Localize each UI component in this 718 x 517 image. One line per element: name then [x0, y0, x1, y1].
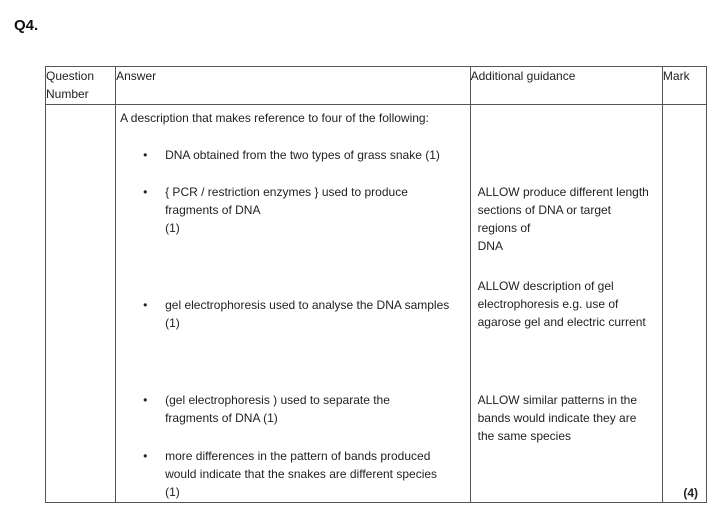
mark-scheme-table	[45, 66, 707, 503]
mark-cell	[662, 105, 706, 503]
guidance-line: ALLOW description of gel	[477, 279, 614, 293]
bullet-line: DNA obtained from the two types of grass snake (1)	[165, 148, 440, 162]
answer-bullet-2	[143, 183, 485, 237]
bullet-line: gel electrophoresis used to analyse the DNA samples	[165, 298, 450, 312]
bullet-dot-icon: •	[143, 393, 148, 407]
bullet-line: (1)	[165, 316, 180, 330]
guidance-line: ALLOW produce different length	[477, 185, 649, 199]
answer-intro: A description that makes reference to four of the following:	[120, 111, 429, 125]
guidance-line: sections of DNA or target	[477, 203, 612, 217]
guidance-line: ALLOW similar patterns in the	[477, 393, 638, 407]
header-mark: Mark	[662, 67, 706, 105]
bullet-dot-icon: •	[143, 185, 148, 199]
guidance-line: agarose gel and electric current	[477, 315, 646, 329]
bullet-line: (gel electrophoresis ) used to separate the	[165, 393, 390, 407]
bullet-line: (1)	[165, 221, 180, 235]
header-question-number: Question Number	[46, 67, 116, 105]
header-row	[46, 67, 707, 105]
answer-bullet-3	[143, 296, 485, 332]
guidance-line: DNA	[477, 239, 503, 253]
bullet-line: { PCR / restriction enzymes } used to produce	[165, 185, 408, 199]
question-number-cell	[46, 105, 116, 503]
bullet-line: fragments of DNA	[165, 203, 261, 217]
guidance-note-1	[478, 183, 662, 255]
bullet-dot-icon: •	[143, 449, 148, 463]
guidance-line: regions of	[477, 221, 531, 235]
header-answer: Answer	[116, 67, 471, 105]
bullet-line: would indicate that the snakes are different species	[165, 467, 438, 481]
question-label: Q4.	[14, 17, 39, 34]
total-mark: (4)	[683, 486, 698, 500]
bullet-line: (1)	[165, 485, 180, 499]
bullet-dot-icon: •	[143, 148, 148, 162]
bullet-line: fragments of DNA (1)	[165, 411, 278, 425]
guidance-note-2	[478, 277, 662, 331]
guidance-line: electrophoresis e.g. use of	[477, 297, 619, 311]
guidance-line: bands would indicate they are	[477, 411, 637, 425]
answer-bullet-4	[143, 391, 485, 427]
answer-bullet-5	[143, 447, 485, 501]
guidance-cell	[470, 105, 662, 503]
header-guidance: Additional guidance	[470, 67, 662, 105]
answer-bullet-1	[143, 146, 485, 164]
guidance-note-3	[478, 391, 662, 445]
bullet-dot-icon: •	[143, 298, 148, 312]
guidance-line: the same species	[477, 429, 572, 443]
answer-row	[46, 105, 707, 503]
answer-cell	[116, 105, 471, 503]
bullet-line: more differences in the pattern of bands produced	[165, 449, 431, 463]
